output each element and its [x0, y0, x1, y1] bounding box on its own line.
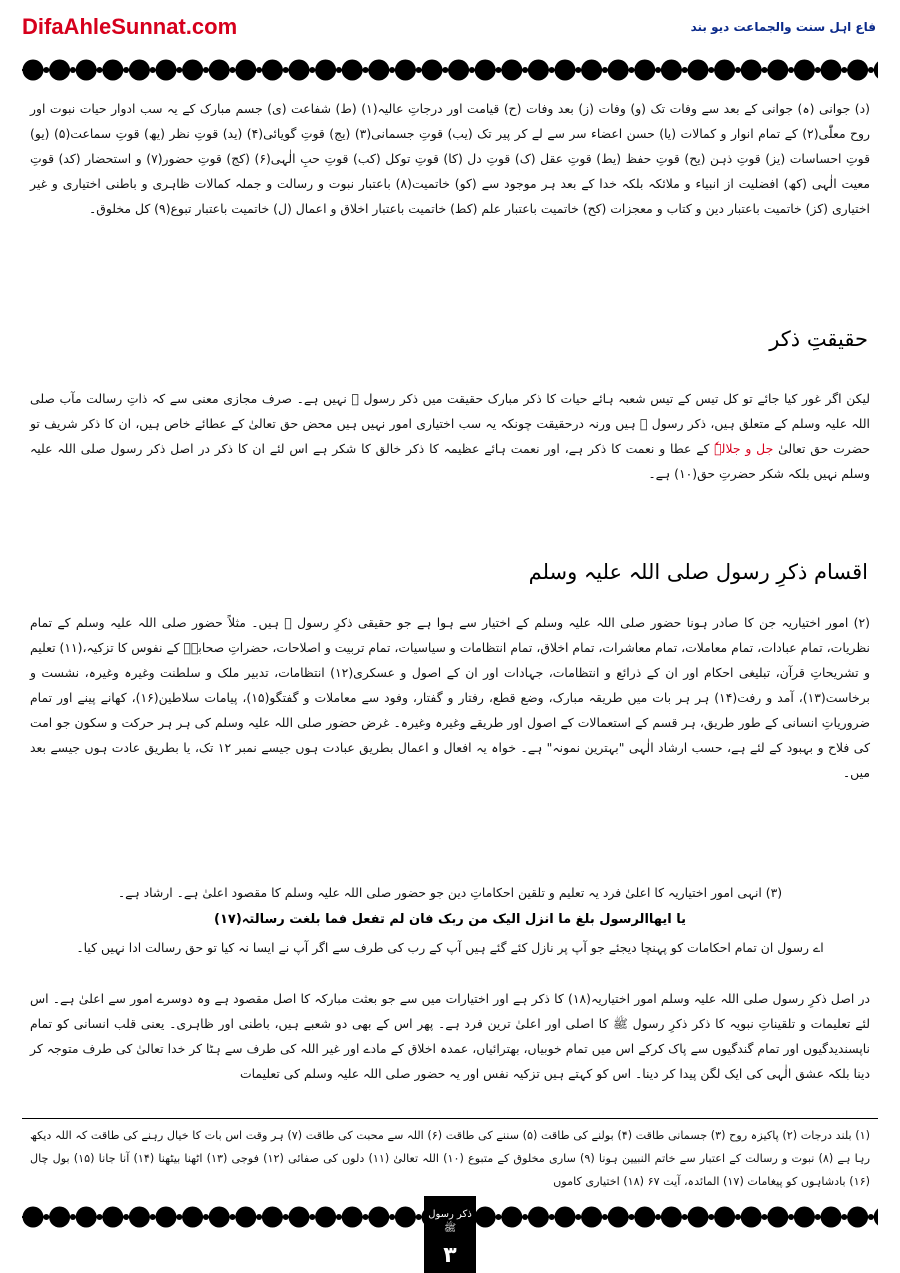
chain-link [762, 67, 768, 73]
important-line: (۳) انہی امور اختیاریہ کا اعلیٰ فرد یہ تعلیم و تلقین احکاماتِ دین جو حضور صلی اللہ علیہ وسلم کا مقصود اعلیٰ ہے۔ ارشاد ہے۔ [117, 885, 783, 900]
page-number: ۳ [443, 1243, 457, 1268]
chain-bead [156, 60, 177, 81]
chain-link [868, 67, 874, 73]
chain-bead [688, 1207, 709, 1228]
chain-bead [315, 1207, 336, 1228]
chain-bead [209, 60, 230, 81]
chain-link [123, 1214, 129, 1220]
aqsam-paragraph: (۲) امور اختیاریہ جن کا صادر ہونا حضور صلی اللہ علیہ وسلم کے اختیار سے ہوا ہے جو حقیقی ذکرِ رسول ﷺ ہیں۔ مثلاً حضور صلی اللہ علیہ وسلم کے تمام نظریات، تمام عبادات، تمام معاملات، تمام معاشرات، تمام اخلاق، تمام انتظامات و سیاسیات، تمام تربیت و اصلاحات، حضراتِ صحابہؓ کے نفوس کا تزکیہ،(۱۱) تعلیم و تشریحاتِ قرآن، تبلیغی احکام اور ان کے ذرائع و انتظامات، جہادات اور ان کے اصول و عسکری(۱۲) انتظامات، تدبیر ملک و سلطنت وغیرہ وغیرہ، نشست و برخاست(۱۳)، آمد و رفت(۱۴) ہر ہر بات میں طریقہ مبارک، وضع قطع، رفتار و گفتار، وفود سے معاملات و گفتگو(۱۵)، پیامات سلاطین(۱۶)، کھانے پینے اور تمام ضروریاتِ انسانی کے طور طریق، ہر قسم کے استعمالات کے اصول اور طریقے وغیرہ وغیرہ۔ غرض حضور صلی اللہ علیہ وسلم کی ہر ہر حرکت و سکون جو امت کی فلاح و بہبود کے لئے ہے، حسب ارشاد الٰہی "بہترین نمونہ" ہے۔ خواہ یہ افعال و اعمال بطریق عبادت ہوں جیسے نمبر ۱۲ تک، یا بطریق عادت ہوں جیسے بعد میں۔ [30, 615, 871, 780]
chain-link [575, 1214, 581, 1220]
page-footer-label: ذکر رسول ﷺ [428, 1209, 472, 1234]
chain-link [602, 1214, 608, 1220]
chain-link [602, 67, 608, 73]
chain-bead [156, 1207, 177, 1228]
chain-bead [289, 1207, 310, 1228]
haqiqat-text-before: لیکن اگر غور کیا جائے تو کل تیس کے تیس شعبہ ہائے حیات کا ذکر مبارک حقیقت میں ذکر رسول ﷺ نہیں ہے۔ صرف مجازی معنی سے کہ ذاتِ رسالت مآب صلی اللہ علیہ وسلم کے متعلق ہیں، ذکر رسول ﷺ ہیں ورنہ درحقیقت چونکہ یہ سب اختیاری امور نہیں ہیں محض حق تعالیٰ کے عطائے خاص ہیں، ان کا ذکر شریف تو حضرت حق تعالیٰ [30, 391, 870, 456]
chain-bead [634, 60, 655, 81]
chain-link [708, 1214, 714, 1220]
chain-link [868, 1214, 874, 1220]
highlight-jalla-jalaluhu: جل و جلالہٗ [714, 441, 774, 456]
chain-link [575, 67, 581, 73]
chain-link [655, 67, 661, 73]
chain-link [363, 1214, 369, 1220]
chain-link [283, 1214, 289, 1220]
haqiqat-text-after: کے عطا و نعمت کا ذکر ہے، اور نعمت ہائے عظیمہ کا ذکر خالق کا شکر ہے اس لئے ان کا ذکر در اصل ذکر رسول صلی اللہ علیہ وسلم نہیں بلکہ شکر حضرتِ حق(۱۰) ہے۔ [30, 441, 870, 481]
chain-bead [182, 60, 203, 81]
chain-link [841, 1214, 847, 1220]
chain-link [735, 67, 741, 73]
chain-link [496, 1214, 502, 1220]
chain-bead [661, 60, 682, 81]
chain-bead [581, 60, 602, 81]
chain-link [256, 1214, 262, 1220]
chain-link [150, 1214, 156, 1220]
chain-bead [23, 60, 44, 81]
chain-bead [608, 1207, 629, 1228]
chain-link [708, 67, 714, 73]
chain-link [389, 67, 395, 73]
chain-link [735, 1214, 741, 1220]
chain-link [176, 67, 182, 73]
chain-bead [847, 1207, 868, 1228]
chain-link [522, 67, 528, 73]
chain-bead [714, 60, 735, 81]
quran-verse: یا ایھاالرسول بلغ ما انزل الیک من ربک فان لم تفعل فما بلغت رسالتہ(۱۷) [214, 912, 686, 927]
intro-paragraph: (د) جوانی (ہ) جوانی کے بعد سے وفات تک (و) وفات (ز) بعد وفات (ح) قیامت اور درجاتِ عالیہ(۱) (ط) شفاعت (ی) جسم مبارک کے یہ سب ادوار حیات نبوت اور روح معلّٰی(۲) کے تمام انوار و کمالات (یا) حسن اعضاء سر سے لے کر پیر تک (یب) قوتِ جسمانی(۳) (یج) قوتِ گویائی(۴) (ید) قوتِ نظر (یھ) قوتِ سماعت(۵) (یو) قوتِ احساسات (یز) قوتِ ذہن (یح) قوتِ حفظ (یط) قوتِ عقل (ک) قوتِ دل (کا) قوتِ توکل (کب) قوتِ حبِ الٰہی(۶) (کج) قوتِ حضور(۷) و استحضار (کد) قوتِ معیت الٰہی (کھ) افضلیت از انبیاء و ملائکہ بلکہ خدا کے بعد ہر موجود سے (کو) خاتمیت(۸) باعتبار نبوت و رسالت و جملہ کمالات ظاہری و باطنی اختیاری و غیر اختیاری (کز) خاتمیت باعتبار دین و کتاب و معجزات (کح) خاتمیت باعتبار علم (کط) خاتمیت باعتبار اخلاق و اعمال (ل) خاتمیت باعتبار تبوع(۹) کل مخلوق۔ [30, 101, 871, 216]
header-title: فاع اہل سنت والجماعت دیو بند [690, 20, 876, 34]
chain-bead [847, 60, 868, 81]
chain-link [336, 67, 342, 73]
chain-link [788, 1214, 794, 1220]
chain-bead [368, 1207, 389, 1228]
chain-bead [235, 60, 256, 81]
chain-bead [581, 1207, 602, 1228]
chain-bead [874, 1207, 878, 1228]
chain-bead [262, 60, 283, 81]
chain-bead [102, 1207, 123, 1228]
chain-bead [501, 60, 522, 81]
chain-link [416, 1214, 422, 1220]
chain-link [815, 1214, 821, 1220]
chain-bead [634, 1207, 655, 1228]
chain-bead [608, 60, 629, 81]
chain-bead [874, 60, 878, 81]
chain-bead [342, 60, 363, 81]
chain-bead [714, 1207, 735, 1228]
chain-bead [395, 1207, 416, 1228]
chain-bead [448, 60, 469, 81]
chain-link [70, 67, 76, 73]
chain-link [682, 67, 688, 73]
chain-bead [49, 60, 70, 81]
chain-link [389, 1214, 395, 1220]
chain-bead [821, 60, 842, 81]
chain-bead [794, 60, 815, 81]
chain-link [150, 67, 156, 73]
chain-link [416, 67, 422, 73]
chain-bead [289, 60, 310, 81]
chain-bead [102, 60, 123, 81]
chain-bead [76, 60, 97, 81]
chain-link [549, 67, 555, 73]
verse-translation: اے رسول ان تمام احکامات کو پہنچا دیجئے جو آپ پر نازل کئے گئے ہیں آپ کے رب کی طرف سے اگر آپ نے ایسا نہ کیا تو حق رسالت ادا نہیں کیا۔ [76, 940, 824, 955]
chain-link [442, 67, 448, 73]
chain-link [70, 1214, 76, 1220]
chain-link [469, 67, 475, 73]
chain-bead [475, 1207, 496, 1228]
chain-link [203, 1214, 209, 1220]
chain-bead [767, 60, 788, 81]
chain-link [309, 1214, 315, 1220]
chain-bead [49, 1207, 70, 1228]
chain-bead [395, 60, 416, 81]
chain-link [97, 1214, 103, 1220]
chain-link [549, 1214, 555, 1220]
chain-link [123, 67, 129, 73]
chain-bead [794, 1207, 815, 1228]
chain-bead [555, 60, 576, 81]
chain-link [43, 1214, 49, 1220]
chain-link [655, 1214, 661, 1220]
section-heading-haqiqat: حقیقتِ ذکر [769, 327, 868, 351]
chain-bead [235, 1207, 256, 1228]
site-link[interactable]: DifaAhleSunnat.com [22, 14, 238, 39]
chain-link [256, 67, 262, 73]
chain-bead [741, 1207, 762, 1228]
chain-link [309, 67, 315, 73]
chain-bead [661, 1207, 682, 1228]
chain-link [97, 67, 103, 73]
chain-link [336, 1214, 342, 1220]
page-number-badge [424, 1196, 476, 1273]
chain-bead [368, 60, 389, 81]
chain-bead [767, 1207, 788, 1228]
chain-bead [182, 1207, 203, 1228]
chain-link [841, 67, 847, 73]
section-heading-aqsam: اقسام ذکرِ رسول صلی اللہ علیہ وسلم [528, 560, 868, 584]
chain-link [682, 1214, 688, 1220]
chain-link [43, 67, 49, 73]
chain-link [203, 67, 209, 73]
chain-link [815, 67, 821, 73]
chain-bead [209, 1207, 230, 1228]
chain-bead [528, 1207, 549, 1228]
chain-bead [129, 60, 150, 81]
chain-bead [741, 60, 762, 81]
chain-bead [528, 60, 549, 81]
chain-link [230, 67, 236, 73]
footnote-divider [22, 1118, 878, 1119]
chain-bead [262, 1207, 283, 1228]
chain-bead [76, 1207, 97, 1228]
chain-link [230, 1214, 236, 1220]
chain-bead [688, 60, 709, 81]
asl-paragraph: در اصل ذکرِ رسول صلی اللہ علیہ وسلم امور اختیاریہ(۱۸) کا ذکر ہے اور اختیارات میں سے جو بعثت مبارکہ کا اصل مقصود ہے وہ دوسرے امور سے اعلیٰ ہے۔ اس لئے تعلیمات و تلقیناتِ نبویہ کا ذکر ذکرِ رسول ﷺ کا اصلی اور اعلیٰ ترین فرد ہے۔ پھر اس کے بھی دو شعبے ہیں، باطنی اور ظاہری۔ یعنی قلب انسانی کو تمام ناپسندیدگیوں اور تمام گندگیوں سے پاک کرکے اس میں تمام خوبیاں، بھترائیاں، عمدہ اخلاق کے مادے اور غیر اللہ کی طرف سے ہٹا کر خدا تعالیٰ کی طرف متوجہ کر دینا بلکہ عشق الٰہی کی ایک لگن پیدا کر دینا۔ اس کو کہتے ہیں تزکیہ نفس اور یہ حضور صلی اللہ علیہ وسلم کی تعلیمات [30, 991, 870, 1081]
chain-bead [501, 1207, 522, 1228]
chain-link [788, 67, 794, 73]
haqiqat-paragraph [30, 386, 870, 486]
chain-bead [129, 1207, 150, 1228]
footnotes: (۱) بلند درجات (۲) پاکیزہ روح (۳) جسمانی طاقت (۴) بولنے کی طاقت (۵) سننے کی طاقت (۶) اللہ سے محبت کی طاقت (۷) ہر وقت اس بات کا خیال رہنے کی طاقت کہ اللہ دیکھ رہا ہے (۸) نبوت و رسالت کے اعتبار سے خاتم النبیین ہونا (۹) ساری مخلوق کے متبوع (۱۰) اللہ تعالیٰ (۱۱) دلوں کی صفائی (۱۲) فوجی (۱۳) اٹھنا بیٹھنا (۱۴) آنا جانا (۱۵) بول چال (۱۶) بادشاہوں کو پیغامات (۱۷) المائدہ، آیت ۶۷ (۱۸) اختیاری کاموں [30, 1129, 871, 1188]
chain-bead [315, 60, 336, 81]
ornament-border-top [22, 58, 878, 82]
chain-bead [475, 60, 496, 81]
chain-link [363, 67, 369, 73]
chain-bead [555, 1207, 576, 1228]
chain-link [496, 67, 502, 73]
chain-link [629, 1214, 635, 1220]
chain-link [629, 67, 635, 73]
chain-link [283, 67, 289, 73]
chain-link [762, 1214, 768, 1220]
chain-bead [342, 1207, 363, 1228]
chain-link [522, 1214, 528, 1220]
chain-bead [821, 1207, 842, 1228]
chain-bead [23, 1207, 44, 1228]
chain-bead [422, 60, 443, 81]
chain-link [176, 1214, 182, 1220]
